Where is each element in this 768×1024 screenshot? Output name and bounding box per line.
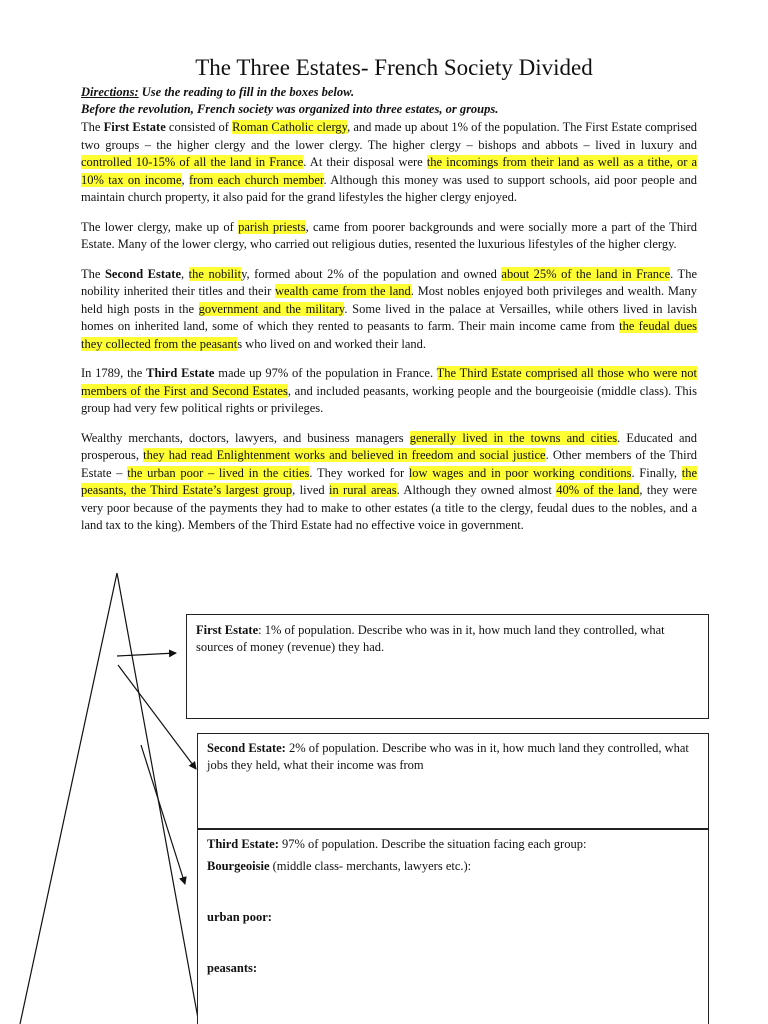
highlighted-text: the peasants, the Third Estate’s largest group <box>81 465 697 497</box>
paragraph-text: , came from poorer backgrounds and were socially more a part of the Third Estate. Many of the lower clergy, who carried out religious duties, resented the luxurious lifestyles of the higher clergy. <box>81 219 697 251</box>
paragraph-text: The <box>81 120 104 134</box>
third-estate-box[interactable] <box>197 829 709 1024</box>
highlighted-text: the urban poor – lived in the cities <box>127 465 310 480</box>
highlighted-text: the incomings from their land as well as a tithe, or a 10% tax on income <box>81 155 698 187</box>
highlighted-text: wealth came from the land <box>275 284 411 298</box>
paragraph-text: , they were very poor because of the payments they had to make to other estates (a title to the clergy, feudal dues to the nobles, and a land tax to the king). Members of the Third Estate had no effective voice in government. <box>81 483 697 532</box>
paragraph-text: . Some lived in the palace at Versailles, while others lived in lavish homes on inherited land, some of which they rented to peasants to farm. Their main income came from <box>81 301 697 333</box>
paragraph-text: consisted of <box>165 120 233 134</box>
paragraph-text: . At their disposal were <box>303 155 427 169</box>
paragraph-text: . Most nobles enjoyed both privileges and wealth. Many held high posts in the <box>81 284 698 316</box>
paragraph-text: . Educated and prosperous, <box>81 430 697 462</box>
paragraph-text: . Finally, <box>631 465 682 480</box>
bold-term: Second Estate <box>104 266 181 281</box>
paragraph-text: . The nobility inherited their titles and their <box>81 266 697 298</box>
paragraph-text: y, formed about 2% of the population and owned <box>241 266 502 281</box>
paragraph-text: The <box>81 266 105 281</box>
paragraph-text: , <box>181 172 189 187</box>
paragraph-text: , lived <box>292 483 329 497</box>
paragraph-text: , and made up about 1% of the population. The First Estate comprised two groups – the higher clergy and the lower clergy. The higher clergy – bishops and abbots – lived in luxury and <box>81 120 698 152</box>
arrow-second-estate <box>118 665 196 769</box>
first-estate-heading: First Estate <box>196 623 259 637</box>
highlighted-text: government and the military <box>198 301 345 316</box>
third-estate-prompt: 97% of population. Describe the situation facing each group: <box>278 837 587 851</box>
peasants-label: peasants: <box>207 961 258 975</box>
highlighted-text: the nobilit <box>188 266 242 281</box>
bourgeoisie-label: Bourgeoisie <box>207 859 270 873</box>
directions-text: Use the reading to fill in the boxes below. <box>138 85 355 99</box>
second-estate-box[interactable] <box>197 733 709 829</box>
first-estate-box[interactable] <box>186 614 709 719</box>
paragraph-text: In 1789, the <box>81 366 147 380</box>
first-estate-prompt: : 1% of population. Describe who was in it, how much land they controlled, what sources of money (revenue) they had. <box>196 623 665 654</box>
paragraph-text: , <box>181 266 189 281</box>
highlighted-text: parish priests <box>238 219 306 234</box>
highlighted-text: generally lived in the towns and cities <box>409 430 618 445</box>
highlighted-text: about 25% of the land in France <box>501 266 671 281</box>
directions-line-2: Before the revolution, French society was organized into three estates, or groups. <box>81 102 499 116</box>
urban-poor-label: urban poor: <box>207 910 272 924</box>
highlighted-text: in rural areas <box>328 483 397 497</box>
arrow-third-estate <box>141 745 185 884</box>
third-estate-header-line <box>207 836 699 853</box>
highlighted-text: controlled 10-15% of all the land in France <box>81 155 304 169</box>
paragraph-text: . They worked for <box>309 465 409 480</box>
highlighted-text: The Third Estate comprised all those who were not members of the First and Second Estates <box>81 366 697 398</box>
bold-term: Third Estate <box>146 366 215 380</box>
second-estate-heading: Second Estate: <box>207 741 286 755</box>
highlighted-text: from each church member <box>188 172 324 187</box>
highlighted-text: they had read Enlightenment works and believed in freedom and social justice <box>143 448 546 462</box>
paragraph-text: . Although they owned almost <box>396 483 557 497</box>
page-title: The Three Estates- French Society Divided <box>195 55 593 80</box>
arrow-first-estate <box>117 653 176 656</box>
highlighted-text: Roman Catholic clergy <box>232 120 348 134</box>
directions-label: Directions: <box>81 85 139 99</box>
bourgeoisie-line <box>207 858 699 875</box>
highlighted-text: the feudal dues they collected from the peasant <box>81 319 697 351</box>
highlighted-text: low wages and in poor working conditions <box>408 465 632 480</box>
paragraph-text: made up 97% of the population in France. <box>214 366 437 380</box>
pyramid-left-edge <box>20 573 117 1024</box>
paragraph-text: . Although this money was used to support schools, aid poor people and maintain church property, it also paid for the grand lifestyles the higher clergy enjoyed. <box>81 172 697 204</box>
paragraph-text: , and included peasants, working people and the bourgeoisie (middle class). This group had very few political rights or privileges. <box>81 383 697 415</box>
paragraph-text: s who lived on and worked their land. <box>237 336 427 351</box>
highlighted-text: 40% of the land <box>556 483 640 497</box>
third-estate-heading: Third Estate: <box>207 837 279 851</box>
second-estate-prompt: 2% of population. Describe who was in it, how much land they controlled, what jobs they held, what their income was from <box>207 741 689 772</box>
paragraph-text: Wealthy merchants, doctors, lawyers, and business managers <box>81 430 410 445</box>
paragraph-text: . Other members of the Third Estate – <box>81 448 697 480</box>
paragraph-text: The lower clergy, make up of <box>81 219 239 234</box>
bourgeoisie-prompt: (middle class- merchants, lawyers etc.): <box>269 859 472 873</box>
bold-term: First Estate <box>103 120 166 134</box>
